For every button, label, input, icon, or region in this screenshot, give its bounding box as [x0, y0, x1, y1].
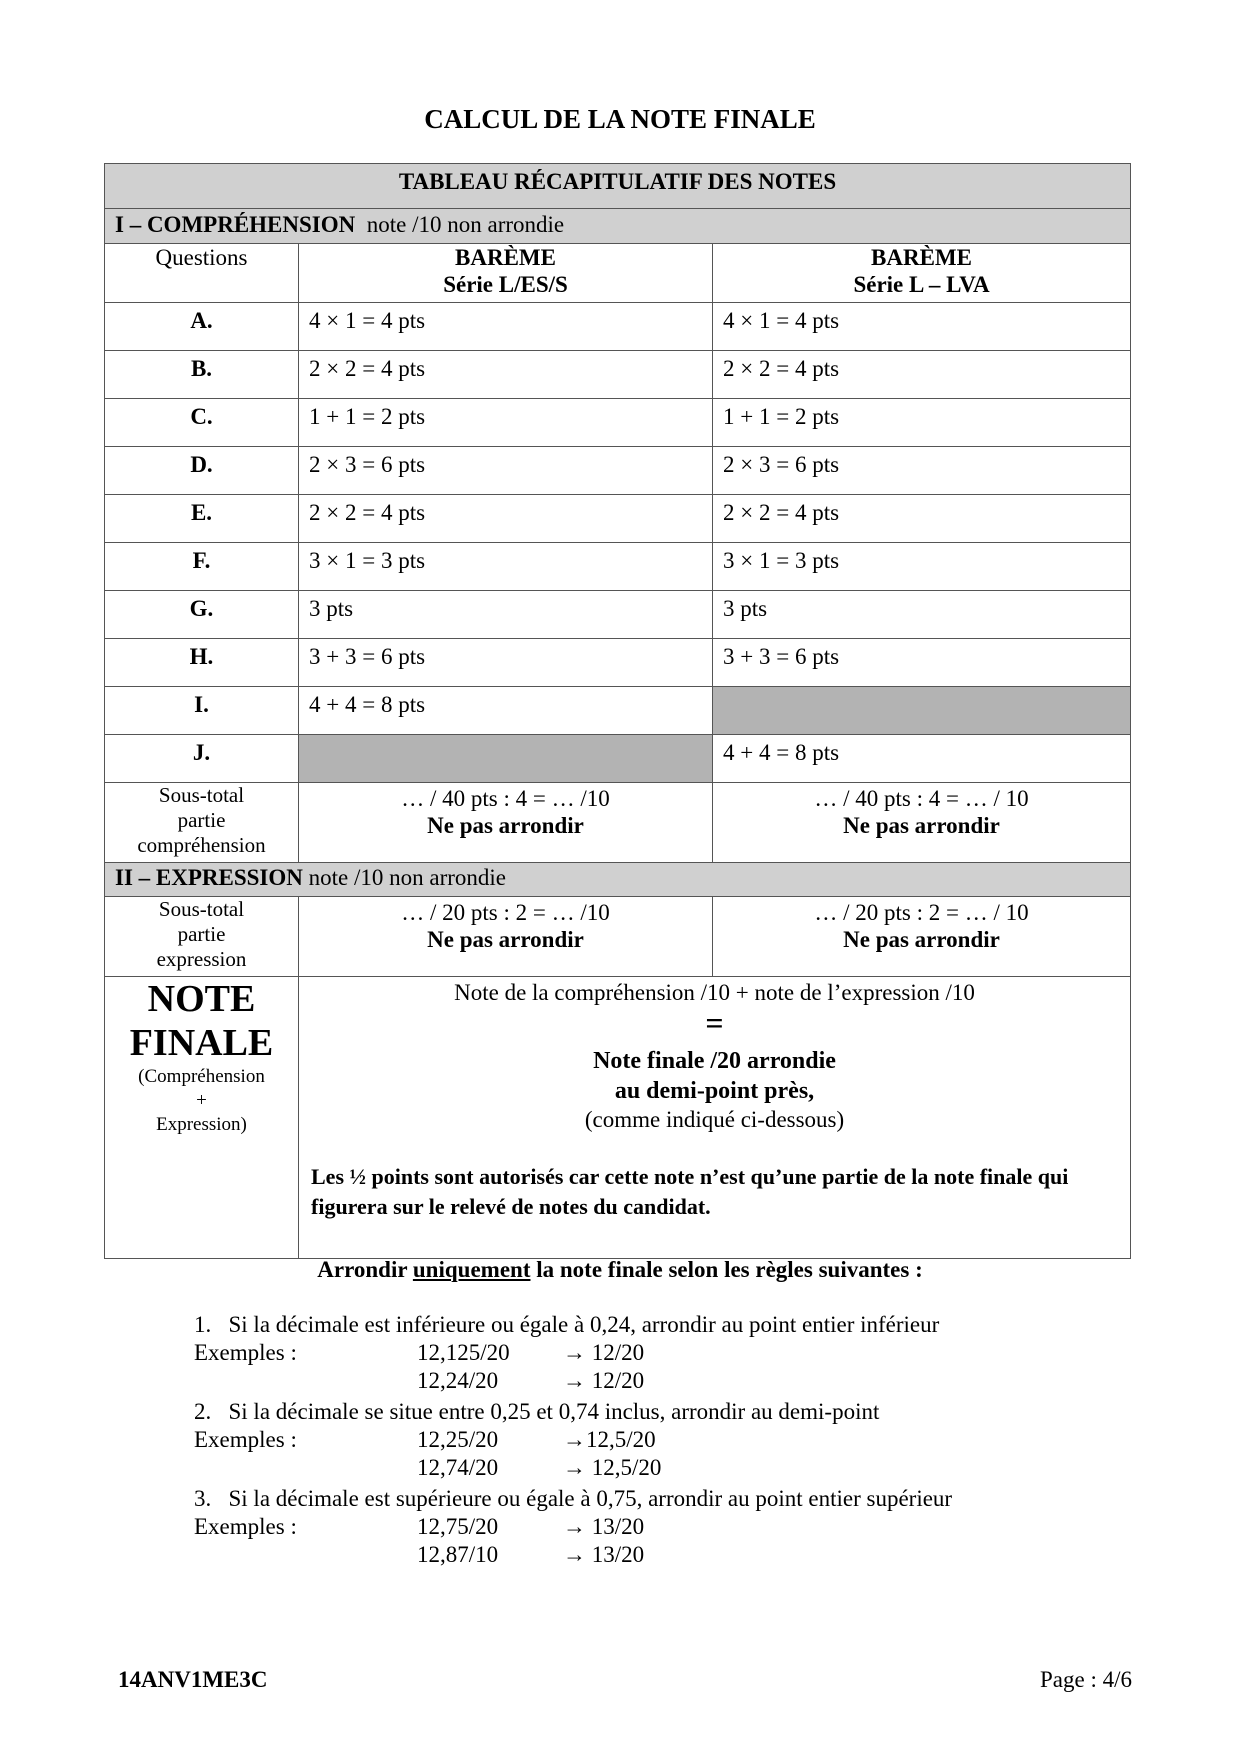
subtotal-comprehension-row	[105, 783, 1131, 863]
no-rounding-note: Ne pas arrondir	[427, 813, 584, 838]
document-code: 14ANV1ME3C	[118, 1667, 268, 1692]
section-label: I – COMPRÉHENSION	[115, 212, 356, 237]
section-expression	[105, 863, 1131, 897]
table-row	[105, 639, 1131, 687]
subtotal-serie-2	[713, 783, 1131, 863]
score-serie-1: 3 + 3 = 6 pts	[299, 639, 713, 687]
question: F.	[105, 543, 299, 591]
score-serie-1: 3 pts	[299, 591, 713, 639]
result-line: (comme indiqué ci-dessous)	[584, 1107, 845, 1132]
score-serie-1: 2 × 2 = 4 pts	[299, 495, 713, 543]
no-rounding-note: Ne pas arrondir	[843, 813, 1000, 838]
subtotal-serie-1	[299, 897, 713, 977]
formula: … / 20 pts : 2 = … /10	[401, 900, 610, 925]
example-to: → 12,5/20	[563, 1455, 662, 1480]
score-serie-2: 1 + 1 = 2 pts	[713, 399, 1131, 447]
question: E.	[105, 495, 299, 543]
final-grade-formula	[299, 977, 1131, 1259]
label-line: Sous-total	[158, 783, 245, 807]
final-grade-label	[105, 977, 299, 1259]
table-row	[105, 447, 1131, 495]
no-rounding-note: Ne pas arrondir	[427, 927, 584, 952]
formula: … / 40 pts : 4 = … / 10	[814, 786, 1029, 811]
examples-label: Exemples :	[194, 1340, 297, 1365]
label-line: NOTE	[147, 978, 256, 1020]
question: H.	[105, 639, 299, 687]
score-serie-1: 4 × 1 = 4 pts	[299, 303, 713, 351]
section-note: note /10 non arrondie	[308, 865, 507, 890]
section-label: II – EXPRESSION	[115, 865, 303, 890]
question: C.	[105, 399, 299, 447]
score-serie-2: 2 × 2 = 4 pts	[713, 495, 1131, 543]
score-serie-1: 3 × 1 = 3 pts	[299, 543, 713, 591]
example-from: 12,75/20	[417, 1514, 499, 1539]
label-line: FINALE	[129, 1022, 274, 1064]
no-rounding-note: Ne pas arrondir	[843, 927, 1000, 952]
rule-2: 2. Si la décimale se situe entre 0,25 et 0,74 inclus, arrondir au demi-point	[194, 1399, 880, 1424]
score-serie-2-na	[713, 687, 1131, 735]
question: I.	[105, 687, 299, 735]
example-to: → 13/20	[563, 1542, 645, 1567]
rule-1: 1. Si la décimale est inférieure ou égale à 0,24, arrondir au point entier inférieur	[194, 1312, 940, 1337]
header-line: BARÈME	[455, 245, 556, 270]
final-grade-row	[105, 977, 1131, 1259]
label-line: (Compréhension	[138, 1066, 265, 1087]
subtotal-label	[105, 897, 299, 977]
score-serie-1: 1 + 1 = 2 pts	[299, 399, 713, 447]
score-serie-2: 3 × 1 = 3 pts	[713, 543, 1131, 591]
table-row	[105, 735, 1131, 783]
title-emphasis: uniquement	[412, 1257, 531, 1282]
page-number: Page : 4/6	[1040, 1667, 1132, 1692]
table-row	[105, 303, 1131, 351]
formula: … / 40 pts : 4 = … /10	[401, 786, 610, 811]
table-row	[105, 399, 1131, 447]
score-serie-2: 2 × 3 = 6 pts	[713, 447, 1131, 495]
example-from: 12,125/20	[417, 1340, 510, 1365]
grades-summary-table	[104, 163, 1131, 1259]
formula-text: Note de la compréhension /10 + note de l’expression /10	[454, 980, 975, 1005]
score-serie-1-na	[299, 735, 713, 783]
score-serie-2: 3 + 3 = 6 pts	[713, 639, 1131, 687]
question: J.	[105, 735, 299, 783]
subtotal-serie-2	[713, 897, 1131, 977]
score-serie-1: 4 + 4 = 8 pts	[299, 687, 713, 735]
score-serie-1: 2 × 2 = 4 pts	[299, 351, 713, 399]
score-serie-2: 4 × 1 = 4 pts	[713, 303, 1131, 351]
table-row	[105, 591, 1131, 639]
rounding-rules-title	[0, 1257, 1240, 1283]
table-heading: TABLEAU RÉCAPITULATIF DES NOTES	[105, 164, 1131, 209]
label-line: expression	[156, 947, 247, 971]
label-line: Sous-total	[158, 897, 245, 921]
example-from: 12,87/10	[417, 1542, 499, 1567]
section-comprehension	[105, 209, 1131, 244]
formula: … / 20 pts : 2 = … / 10	[814, 900, 1029, 925]
label-line: partie	[177, 922, 226, 946]
subtotal-serie-1	[299, 783, 713, 863]
question: A.	[105, 303, 299, 351]
score-serie-2: 4 + 4 = 8 pts	[713, 735, 1131, 783]
example-to: → 12/20	[563, 1340, 645, 1365]
rule-3: 3. Si la décimale est supérieure ou égale à 0,75, arrondir au point entier supérieur	[194, 1486, 953, 1511]
score-serie-1: 2 × 3 = 6 pts	[299, 447, 713, 495]
label-line: partie	[177, 808, 226, 832]
question: D.	[105, 447, 299, 495]
header-bareme-2	[713, 244, 1131, 303]
subtotal-expression-row	[105, 897, 1131, 977]
example-from: 12,25/20	[417, 1427, 499, 1452]
example-from: 12,24/20	[417, 1368, 499, 1393]
title-part: la note finale selon les règles suivantes :	[530, 1257, 923, 1282]
table-row	[105, 687, 1131, 735]
header-line: Série L/ES/S	[443, 272, 568, 297]
score-serie-2: 3 pts	[713, 591, 1131, 639]
result-line: Note finale /20 arrondie	[593, 1048, 836, 1074]
header-questions: Questions	[105, 244, 299, 303]
result-line: au demi-point près,	[614, 1078, 815, 1104]
label-line: Expression)	[156, 1114, 247, 1135]
table-row	[105, 495, 1131, 543]
examples-label: Exemples :	[194, 1514, 297, 1539]
page-title: CALCUL DE LA NOTE FINALE	[424, 104, 816, 134]
table-row	[105, 351, 1131, 399]
title-part: Arrondir	[317, 1257, 413, 1282]
subtotal-label	[105, 783, 299, 863]
label-line: compréhension	[137, 833, 266, 857]
header-line: BARÈME	[871, 245, 972, 270]
header-bareme-1	[299, 244, 713, 303]
table-row	[105, 543, 1131, 591]
score-serie-2: 2 × 2 = 4 pts	[713, 351, 1131, 399]
half-points-remark: Les ½ points sont autorisés car cette note n’est qu’une partie de la note finale qui figurera sur le relevé de notes du candidat.	[311, 1164, 1069, 1219]
examples-label: Exemples :	[194, 1427, 297, 1452]
label-line: +	[196, 1090, 207, 1111]
example-to: → 13/20	[563, 1514, 645, 1539]
question: B.	[105, 351, 299, 399]
example-to: → 12/20	[563, 1368, 645, 1393]
equals-sign: =	[705, 1005, 724, 1041]
example-to: →12,5/20	[563, 1427, 656, 1452]
section-note: note /10 non arrondie	[366, 212, 565, 237]
example-from: 12,74/20	[417, 1455, 499, 1480]
question: G.	[105, 591, 299, 639]
header-line: Série L – LVA	[853, 272, 990, 297]
